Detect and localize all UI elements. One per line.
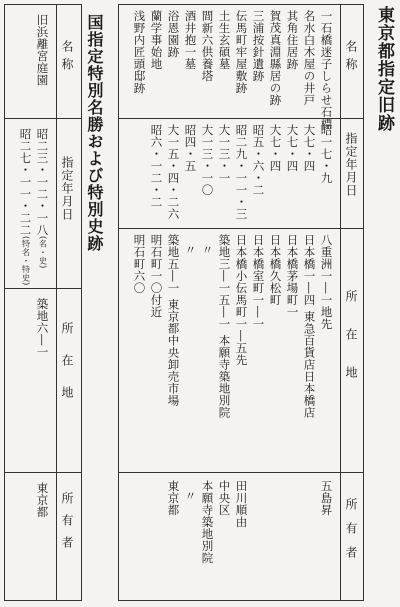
section2-date2-note: (特名・特史) bbox=[21, 236, 31, 286]
section2-owner: 東京都 bbox=[35, 482, 50, 518]
row7-location: 築地三―一五―一 本願寺築地別院 bbox=[217, 234, 232, 419]
row1-location: 八重洲一―一地先 bbox=[319, 234, 334, 330]
row9-location: 〃 bbox=[183, 244, 198, 256]
row12-name: 浅野内匠頭邸跡 bbox=[132, 10, 147, 94]
section2-header-divider bbox=[56, 4, 57, 601]
section2-date2 bbox=[19, 128, 31, 286]
row4-date: 大七・四 bbox=[268, 124, 283, 172]
row1-date: 昭一七・九 bbox=[319, 124, 334, 184]
row3-date: 大七・四 bbox=[285, 124, 300, 172]
section2-location: 築地六―一 bbox=[35, 298, 50, 358]
section2-divider-date-location bbox=[4, 288, 82, 289]
row7-name: 土生玄碩墓 bbox=[217, 10, 232, 70]
row9-owner: 〃 bbox=[183, 490, 198, 502]
row1-owner: 五島昇 bbox=[319, 480, 334, 516]
row9-date: 昭四・五 bbox=[183, 124, 198, 172]
row7-date: 大一三・一 bbox=[217, 124, 232, 184]
row5-name: 三浦按針遺跡 bbox=[251, 10, 266, 82]
section2-header-owner: 所有者 bbox=[60, 492, 74, 558]
row8-name: 間新六供養塔 bbox=[200, 10, 215, 82]
row3-name: 其角住居跡 bbox=[285, 10, 300, 70]
row8-location: 〃 bbox=[200, 244, 215, 256]
section2-divider-location-owner bbox=[4, 472, 82, 473]
row6-owner: 田川順由 bbox=[234, 480, 249, 528]
header-date: 指定年月日 bbox=[344, 132, 358, 197]
section2-header-date: 指定年月日 bbox=[60, 156, 74, 221]
divider-date-location bbox=[118, 228, 364, 229]
section2-date2-value: 昭二七・一一・二二 bbox=[18, 128, 33, 236]
row6-date: 昭二九・一一・三 bbox=[234, 124, 249, 220]
section2-name: 旧浜離宮庭園 bbox=[35, 14, 50, 86]
section2-date1 bbox=[36, 128, 48, 269]
section1-right-border bbox=[363, 4, 364, 601]
row11-location: 明石町一〇付近 bbox=[149, 234, 164, 318]
section2-header-name: 名称 bbox=[60, 40, 74, 76]
row11-date: 昭六・一二・二 bbox=[149, 124, 164, 208]
row6-name: 伝馬町牢屋敷跡 bbox=[234, 10, 249, 94]
row4-location: 日本橋久松町 bbox=[268, 234, 283, 306]
header-location: 所在地 bbox=[344, 290, 358, 404]
header-owner: 所有者 bbox=[344, 498, 358, 570]
row6-location: 日本橋小伝馬町一―五先 bbox=[234, 234, 249, 366]
divider-location-owner bbox=[118, 472, 364, 473]
section1-left-border bbox=[118, 4, 119, 601]
row8-date: 大一三・一〇 bbox=[200, 124, 215, 196]
row5-date: 昭五・六・二 bbox=[251, 124, 266, 196]
row8-owner: 本願寺築地別院 bbox=[200, 480, 215, 564]
row2-date: 大七・四 bbox=[302, 124, 317, 172]
section1-top-border bbox=[118, 4, 364, 5]
section2-header-location: 所在地 bbox=[60, 322, 74, 418]
row12-location: 明石町六〇 bbox=[132, 234, 147, 294]
section2-date1-note: (名・史) bbox=[38, 236, 48, 269]
section2-top-border bbox=[4, 4, 82, 5]
row10-location: 築地五―一 東京都中央卸売市場 bbox=[166, 234, 181, 407]
row9-name: 酒井抱一墓 bbox=[183, 10, 198, 70]
section1-header-divider bbox=[340, 4, 341, 601]
section2-divider-name-date bbox=[4, 118, 82, 119]
row2-name: 名水白木屋の井戸 bbox=[302, 10, 317, 106]
row10-date: 大一五・四・二六 bbox=[166, 124, 181, 220]
row2-location: 日本橋一―四 東急百貨店日本橋店 bbox=[302, 234, 317, 419]
section2-right-border bbox=[81, 4, 82, 601]
row5-location: 日本橋室町一―一 bbox=[251, 234, 266, 330]
row4-name: 賀茂真淵縣居の跡 bbox=[268, 10, 283, 106]
row3-location: 日本橋茅場町一 bbox=[285, 234, 300, 318]
row7-owner: 中央区 bbox=[217, 480, 232, 516]
row11-name: 蘭学事始地 bbox=[149, 10, 164, 70]
section1-bottom-border bbox=[118, 600, 364, 601]
row10-name: 浴恩園跡 bbox=[166, 10, 181, 58]
header-name: 名称 bbox=[344, 40, 358, 76]
section2-title: 国指定特別名勝および特別史跡 bbox=[85, 14, 104, 252]
row10-owner: 東京都 bbox=[166, 480, 181, 516]
section2-date1-value: 昭二三・一二・一八 bbox=[35, 128, 50, 236]
section1-title: 東京都指定旧跡 bbox=[374, 6, 394, 132]
section2-left-border bbox=[4, 4, 5, 601]
row1-name: 一石橋迷子しらせ石標 bbox=[319, 10, 334, 130]
section2-bottom-border bbox=[4, 600, 82, 601]
